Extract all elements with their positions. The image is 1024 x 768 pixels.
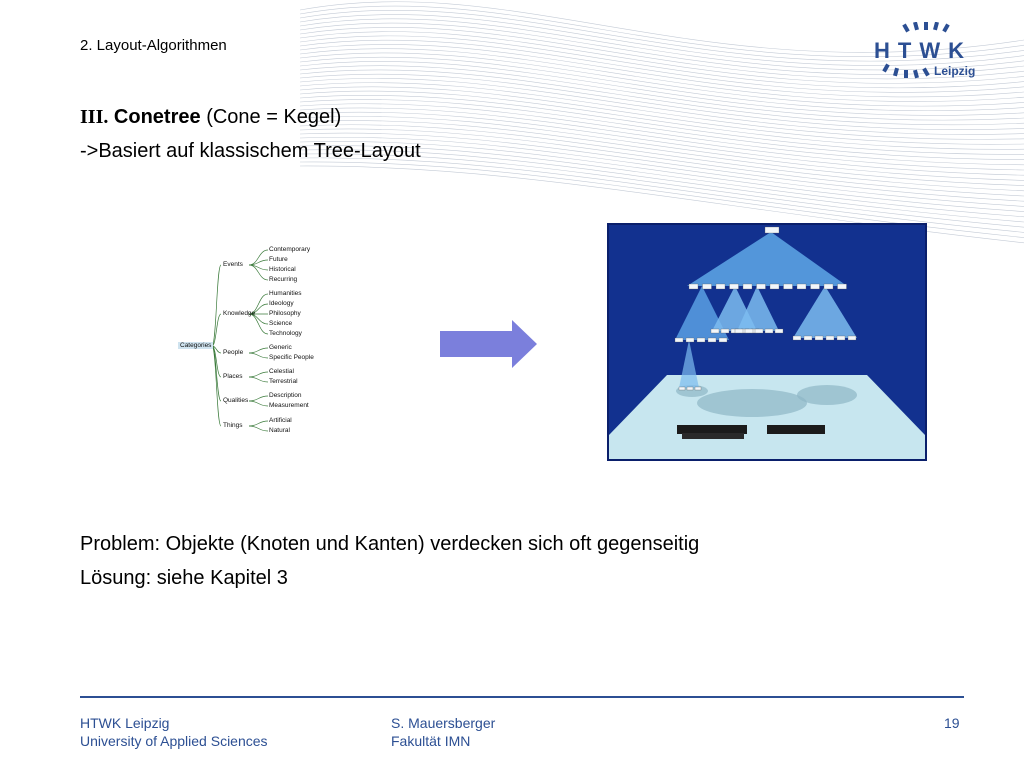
tree-group-label: Things (223, 422, 243, 429)
solution-text: Lösung: siehe Kapitel 3 (80, 567, 288, 589)
cone-node-box (775, 329, 783, 333)
logo-letters: HTWK (874, 38, 972, 63)
cone-node-box (689, 284, 698, 289)
cone-node-box (793, 336, 801, 340)
cone-floor (609, 375, 925, 459)
page-number: 19 (944, 715, 960, 731)
slide-subheading: ->Basiert auf klassischem Tree-Layout (80, 140, 421, 162)
tree-leaf-label: Generic (269, 344, 292, 351)
cone-node-box (784, 284, 793, 289)
tree-leaf-label: Science (269, 320, 293, 327)
heading-rest: (Cone = Kegel) (206, 106, 342, 128)
cone-node-box (711, 329, 719, 333)
cone-node-box (765, 227, 779, 233)
cone-node-box (708, 338, 716, 342)
htwk-logo (874, 22, 984, 82)
cone-node-box (697, 338, 705, 342)
footer-author: S. Mauersberger (391, 715, 496, 731)
cone-node-box (686, 338, 694, 342)
cone-node-box (675, 338, 683, 342)
tree-leaf-label: Natural (269, 427, 290, 434)
cone-node-box (721, 329, 729, 333)
tree-leaf-label: Description (269, 392, 302, 399)
cone-node-box (745, 329, 753, 333)
footer-faculty: Fakultät IMN (391, 733, 471, 749)
tree-leaf-label: Philosophy (269, 310, 301, 317)
cone-tree-figure (607, 223, 927, 461)
tree-group-label: People (223, 349, 244, 356)
cone-node-box (770, 284, 779, 289)
cone-node-box (687, 387, 693, 390)
cone-node-box (824, 284, 833, 289)
tree-leaf-label: Recurring (269, 276, 298, 283)
cone-node-box (811, 284, 820, 289)
cone-node-box (815, 336, 823, 340)
tree-leaf-label: Technology (269, 330, 302, 337)
cone-label-right (767, 425, 825, 434)
cone-node-box (757, 284, 766, 289)
cone-node-box (743, 284, 752, 289)
tree-group-label: Qualities (223, 397, 249, 404)
footer-org: HTWK Leipzig (80, 715, 170, 731)
cone-node-box (695, 387, 701, 390)
tree-leaf-label: Contemporary (269, 246, 311, 253)
right-arrow-icon (440, 320, 537, 368)
tree-leaf-label: Historical (269, 266, 296, 273)
section-label: 2. Layout-Algorithmen (80, 37, 227, 54)
tree-leaf-label: Ideology (269, 300, 294, 307)
cone-node-box (797, 284, 806, 289)
tree-leaf-label: Artificial (269, 417, 292, 424)
tree-leaf-label: Celestial (269, 368, 294, 375)
tree-group-label: Places (223, 373, 243, 380)
cone-node-box (826, 336, 834, 340)
footer-divider (80, 696, 964, 698)
cone-node-box (848, 336, 856, 340)
cone-node-box (716, 284, 725, 289)
heading-numeral: III. (80, 106, 109, 128)
logo-subtitle: Leipzig (934, 64, 976, 78)
cone-node-box (679, 387, 685, 390)
footer-org-subtitle: University of Applied Sciences (80, 733, 268, 749)
cone-node-box (730, 284, 739, 289)
cone-node-box (837, 336, 845, 340)
heading-title: Conetree (113, 106, 201, 128)
tree-leaf-label: Measurement (269, 402, 309, 409)
tree-leaf-label: Specific People (269, 354, 314, 361)
classic-tree-figure (175, 240, 335, 445)
slide-heading (80, 104, 341, 130)
tree-leaf-label: Terrestrial (269, 378, 298, 385)
tree-group-label: Events (223, 261, 243, 268)
tree-group-label: Knowledge (223, 310, 256, 317)
cone-node-box (804, 336, 812, 340)
tree-leaf-label: Future (269, 256, 288, 263)
cone-node-box (755, 329, 763, 333)
cone-node-box (703, 284, 712, 289)
tree-root-label: Categories (180, 342, 212, 349)
problem-text: Problem: Objekte (Knoten und Kanten) verdecken sich oft gegenseitig (80, 533, 700, 555)
tree-leaf-label: Humanities (269, 290, 302, 297)
cone-label-left (677, 425, 747, 434)
cone-node-box (765, 329, 773, 333)
cone-node-box (735, 329, 743, 333)
cone-node-box (838, 284, 847, 289)
cone-node-box (719, 338, 727, 342)
